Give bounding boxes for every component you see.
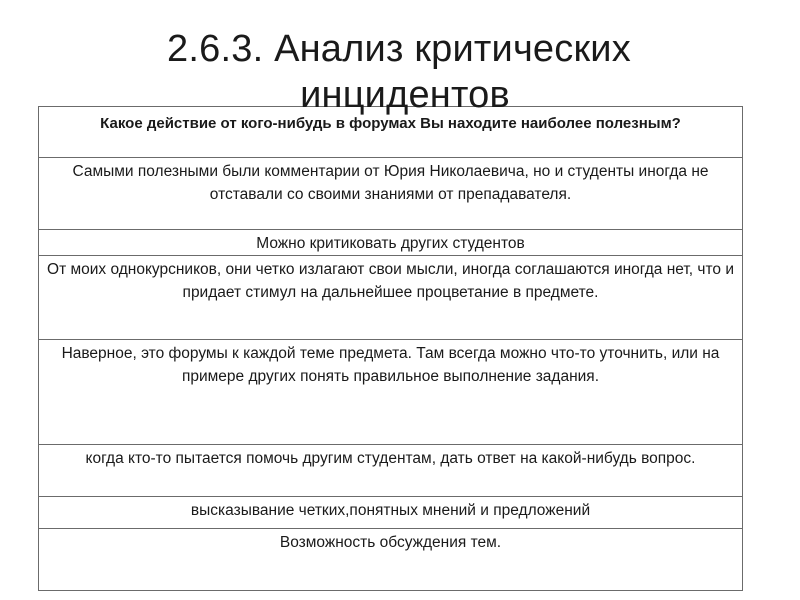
- table-cell: Возможность обсуждения тем.: [39, 529, 743, 591]
- table-row: [39, 340, 743, 445]
- table-row: [39, 230, 743, 256]
- table-cell: высказывание четких,понятных мнений и предложений: [39, 497, 743, 529]
- table-header-cell: Какое действие от кого-нибудь в форумах Вы находите наиболее полезным?: [39, 107, 743, 158]
- table-cell: Наверное, это форумы к каждой теме предмета. Там всегда можно что-то уточнить, или на примере других понять правильное выполнение задания.: [39, 340, 743, 445]
- responses-table: [38, 106, 743, 591]
- table-row: [39, 497, 743, 529]
- table-cell: Можно критиковать других студентов: [39, 230, 743, 256]
- table-cell: Самыми полезными были комментарии от Юрия Николаевича, но и студенты иногда не отставали со своими знаниями от препадавателя.: [39, 158, 743, 230]
- slide-title: [0, 26, 800, 118]
- slide-title-line-2: инцидентов: [300, 74, 510, 116]
- slide-title-line-1: 2.6.3. Анализ критических: [167, 28, 631, 70]
- table-row: [39, 158, 743, 230]
- table-row: [39, 529, 743, 591]
- table-row: [39, 256, 743, 340]
- table-row: [39, 445, 743, 497]
- table-cell: От моих однокурсников, они четко излагают свои мысли, иногда соглашаются иногда нет, что и придает стимул на дальнейшее процветание в предмете.: [39, 256, 743, 340]
- table-cell: когда кто-то пытается помочь другим студентам, дать ответ на какой-нибудь вопрос.: [39, 445, 743, 497]
